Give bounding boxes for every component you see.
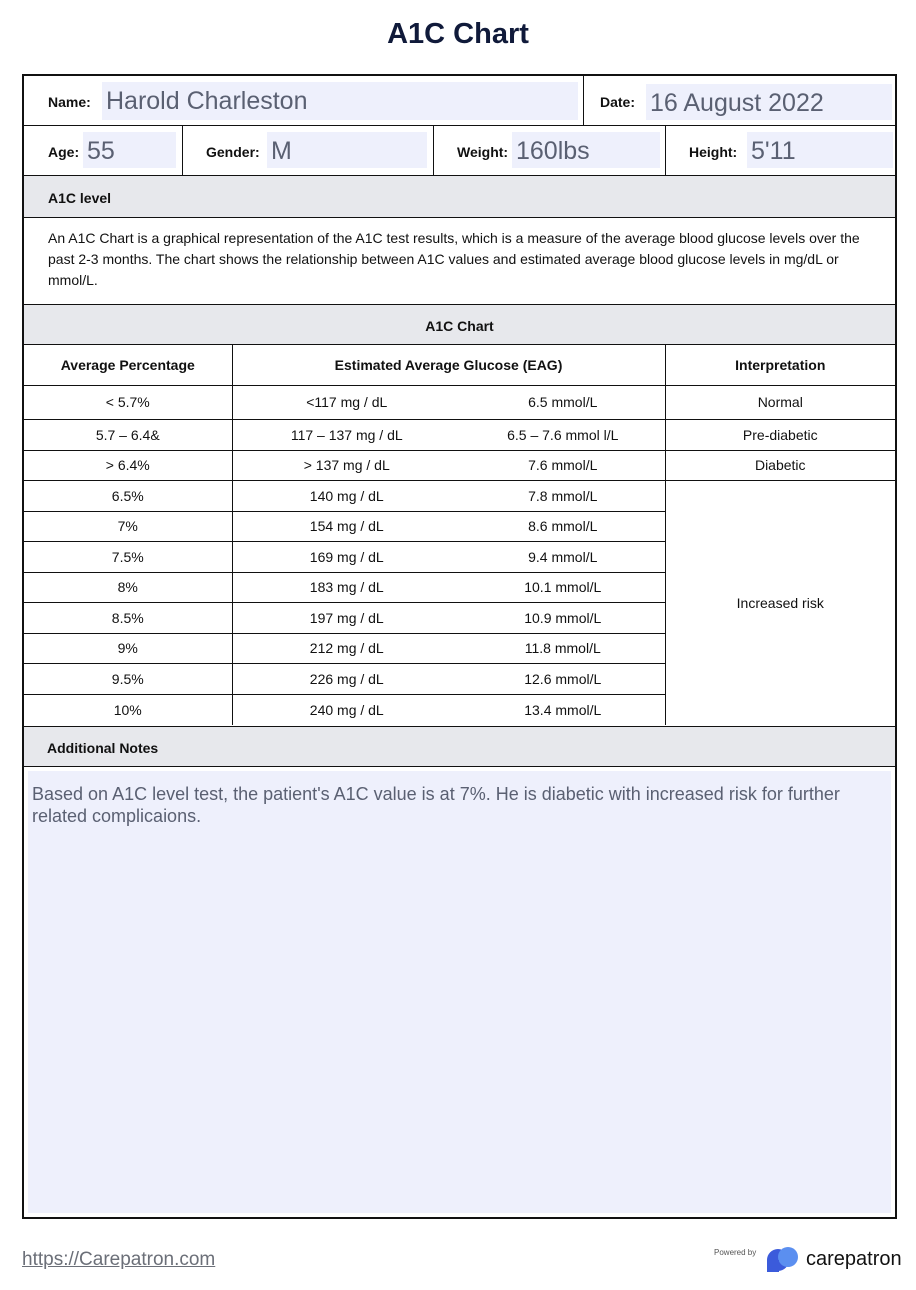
a1c-chart-section-header (24, 305, 895, 345)
age-label: Age: (48, 144, 80, 160)
mmol-cell: 6.5 – 7.6 mmol l/L (461, 419, 665, 450)
name-field[interactable]: Harold Charleston (102, 82, 578, 120)
a1c-chart-heading: A1C Chart (425, 318, 494, 334)
name-label: Name: (48, 94, 91, 110)
a1c-description-row (24, 218, 895, 305)
table-row (24, 480, 895, 511)
pct-cell: 6.5% (24, 480, 232, 511)
age-field[interactable]: 55 (83, 132, 176, 168)
weight-field[interactable]: 160lbs (512, 132, 660, 168)
pct-cell: 10% (24, 694, 232, 725)
gender-label: Gender: (206, 144, 260, 160)
powered-by-text: Powered by (714, 1248, 757, 1257)
weight-label: Weight: (457, 144, 509, 160)
interpretation-cell: Diabetic (665, 450, 895, 480)
pct-cell: 8% (24, 572, 232, 602)
mmol-cell: 13.4 mmol/L (461, 694, 665, 725)
carepatron-brand: carepatron (806, 1248, 902, 1270)
pct-cell: 7.5% (24, 541, 232, 572)
mgdl-cell: > 137 mg / dL (232, 450, 461, 480)
pct-cell: 9.5% (24, 663, 232, 694)
a1c-form (22, 74, 897, 1219)
mmol-cell: 12.6 mmol/L (461, 663, 665, 694)
pct-cell: 9% (24, 633, 232, 663)
height-label: Height: (689, 144, 738, 160)
mgdl-cell: 117 – 137 mg / dL (232, 419, 461, 450)
col-header-eag: Estimated Average Glucose (EAG) (232, 345, 665, 385)
a1c-chart-table (24, 345, 895, 725)
mmol-cell: 6.5 mmol/L (461, 385, 665, 419)
carepatron-logo-icon (766, 1245, 804, 1273)
col-header-interpretation: Interpretation (665, 345, 895, 385)
mgdl-cell: 183 mg / dL (232, 572, 461, 602)
notes-body (24, 767, 895, 1217)
interpretation-cell: Normal (665, 385, 895, 419)
mmol-cell: 8.6 mmol/L (461, 511, 665, 541)
mmol-cell: 10.9 mmol/L (461, 602, 665, 633)
a1c-chart-table-area (24, 345, 895, 727)
mmol-cell: 10.1 mmol/L (461, 572, 665, 602)
carepatron-link[interactable]: https://Carepatron.com (22, 1249, 216, 1270)
pct-cell: 8.5% (24, 602, 232, 633)
mgdl-cell: 212 mg / dL (232, 633, 461, 663)
notes-heading: Additional Notes (47, 740, 159, 756)
height-field[interactable]: 5'11 (747, 132, 893, 168)
interpretation-merged-cell: Increased risk (665, 480, 895, 725)
demographics-row (24, 126, 895, 176)
pct-cell: > 6.4% (24, 450, 232, 480)
col-header-average-percentage: Average Percentage (60, 356, 195, 373)
name-date-row (24, 76, 895, 126)
pct-cell: 7% (24, 511, 232, 541)
mgdl-cell: 169 mg / dL (232, 541, 461, 572)
pct-cell: < 5.7% (24, 385, 232, 419)
table-row (24, 450, 895, 480)
mmol-cell: 11.8 mmol/L (461, 633, 665, 663)
a1c-level-section-header (24, 176, 895, 218)
table-row (24, 419, 895, 450)
page-title: A1C Chart (387, 18, 529, 50)
mgdl-cell: 240 mg / dL (232, 694, 461, 725)
mmol-cell: 9.4 mmol/L (461, 541, 665, 572)
pct-cell: 5.7 – 6.4& (24, 419, 232, 450)
mgdl-cell: 140 mg / dL (232, 480, 461, 511)
gender-field[interactable]: M (267, 132, 427, 168)
mgdl-cell: 197 mg / dL (232, 602, 461, 633)
mgdl-cell: 226 mg / dL (232, 663, 461, 694)
table-row (24, 385, 895, 419)
a1c-description: An A1C Chart is a graphical representation of the A1C test results, which is a measure of the average blood glucose levels over the past 2-3 months. The chart shows the relationship between A1C values and estimated average blood glucose levels in mg/dL or mmol/L. (48, 230, 860, 288)
notes-section-header (24, 727, 895, 767)
notes-field[interactable]: Based on A1C level test, the patient's A1C value is at 7%. He is diabetic with increased risk for further related complicaions. (28, 771, 891, 1213)
date-label: Date: (600, 94, 636, 110)
a1c-level-heading: A1C level (48, 190, 112, 206)
mgdl-cell: 154 mg / dL (232, 511, 461, 541)
mmol-cell: 7.6 mmol/L (461, 450, 665, 480)
mgdl-cell: <117 mg / dL (232, 385, 461, 419)
mmol-cell: 7.8 mmol/L (461, 480, 665, 511)
table-header-row (24, 345, 895, 385)
date-field[interactable]: 16 August 2022 (646, 84, 892, 120)
interpretation-cell: Pre-diabetic (665, 419, 895, 450)
